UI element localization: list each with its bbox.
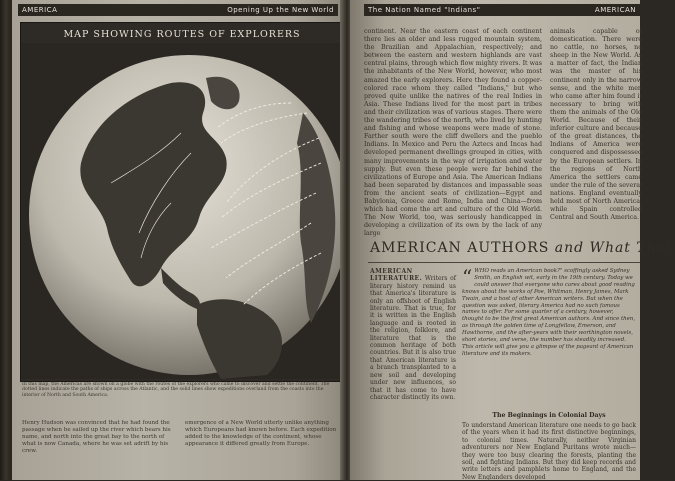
quote-drop-cap: “ — [462, 265, 473, 289]
article-heading — [370, 240, 675, 256]
left-running-head-section: AMERICA — [22, 6, 58, 14]
colonial-subhead: The Beginnings in Colonial Days — [492, 412, 606, 419]
article-heading-italic: and What They — [554, 240, 675, 256]
indians-article-main-column: continent. Near the eastern coast of each continent there lies an older and less rugged mountain system, the Brazilian and Appalachian, respectively; and between the eastern and western highlands are vast central plains, through which flow mighty rivers. It was the inhabitants of the New World, however, who most amazed the early explorers. Here they found a copper-colored race whom they called "Indians," but who proved quite unlike the natives of the real Indies in Asia. These Indians lived for the most part in tribes and their civilization was of various stages. There were the wandering tribes of the north, who lived by hunting and fishing and whose weapons were made of stone. Farther south were the cliff dwellers and the pueblo Indians. In Mexico and Peru the Aztecs and Incas had developed permanent dwellings grouped in cities, with many improvements in the way of irrigation and water supply. But even these people were far behind the civilizations of Europe and Asia. The American Indians had been separated by distances and impassable seas from the ancient seats of civilization—Egypt and Babylonia, Greece and Rome, India and China—from which had come the art and culture of the Old World. The New World, too, was seriously handicapped in developing a civilization of its own by the lack of any large — [364, 28, 542, 238]
left-body-column-1: Henry Hudson was convinced that he had found the passage when he sailed up the river which bears his name, and north into the great bay to the north of what is now Canada, where he was set adrift by his crew. — [22, 420, 171, 454]
colonial-body-text: To understand American literature one needs to go back of the years when it had its first distinctive beginnings, to colonial times. Naturally, neither Virginian adventurers nor New England Puritans wrote much—they were too busy clearing the forests, planting the soil, and fighting Indians. But they did keep records and write letters and pamphlets home to England, and the New Englanders developed — [462, 422, 636, 481]
right-running-head — [364, 4, 640, 16]
left-body-text — [22, 420, 340, 480]
map-title: MAP SHOWING ROUTES OF EXPLORERS — [63, 29, 301, 40]
sydney-smith-quote — [462, 265, 636, 358]
left-page — [12, 0, 344, 480]
quote-text: WHO reads an American book?" scoffingly asked Sydney Smith, an English wit, early in the 19th century. Today we could answer that everyone who cares about good reading knows about the works of Poe, Whitman, Henry James, Mark Twain, and a host of other American writers. But when the question was asked, literary America had no such famous names to offer. For some quarter of a century, however, thought to be the first great American authors. And since then, as through the golden time of Longfellow, Emerson, and Hawthorne, and the after-years with their worthington novels, short stories, and verse, the number has steadily increased. This article will give you a glimpse of the pageant of American literature and its makers. — [462, 268, 635, 357]
map-caption: In this map, the Americas are shown on a globe with the routes of the explorers who came to discover and settle the continent. The dotted lines indicate the paths of ships across the Atlantic, and the solid lines show expeditions overland from the coasts into the interior of North and South America. — [22, 382, 330, 398]
explorers-map — [20, 22, 344, 382]
indians-article-side-column: animals capable of domestication. There were no cattle, no horses, no sheep in the New World. As a matter of fact, the Indian was the master of his continent only in the narrow sense, and the white men who came after him found it necessary to bring with them the animals of the Old World. Because of their inferior culture and because of the great distances, the Indians of America were conquered and dispossessed by the European settlers. In the regions of North America the settlers came under the rule of the several nations. England eventually held most of North America, while Spain controlled Central and South America. — [550, 28, 642, 222]
left-running-head — [18, 4, 338, 16]
literature-intro-text: Writers of literary history remind us that America's literature is only an offshoot of English literature. That is true, for it is written in the English language and is rooted in the religion, folklore, and literature that is the common heritage of both countries. But it is also true that American literature is a branch transplanted to a new soil and developing under new influences, so that it has come to have character distinctly its own. — [370, 275, 456, 401]
article-heading-main: AMERICAN AUTHORS — [370, 240, 550, 256]
heading-rule — [368, 262, 640, 263]
right-page — [350, 0, 675, 481]
right-running-head-title: The Nation Named "Indians" — [368, 6, 481, 14]
globe-illustration — [21, 43, 343, 379]
literature-kicker: AMERICAN LITERATURE. — [370, 268, 423, 283]
right-running-head-section: AMERICAN — [594, 6, 636, 14]
left-running-head-title: Opening Up the New World — [227, 6, 334, 14]
left-body-column-2: emergence of a New World utterly unlike anything which Europeans had known before. Each expedition added to the knowledge of the continent, whose appearance it differed greatly from Europe. — [185, 420, 337, 447]
literature-intro — [370, 268, 456, 408]
